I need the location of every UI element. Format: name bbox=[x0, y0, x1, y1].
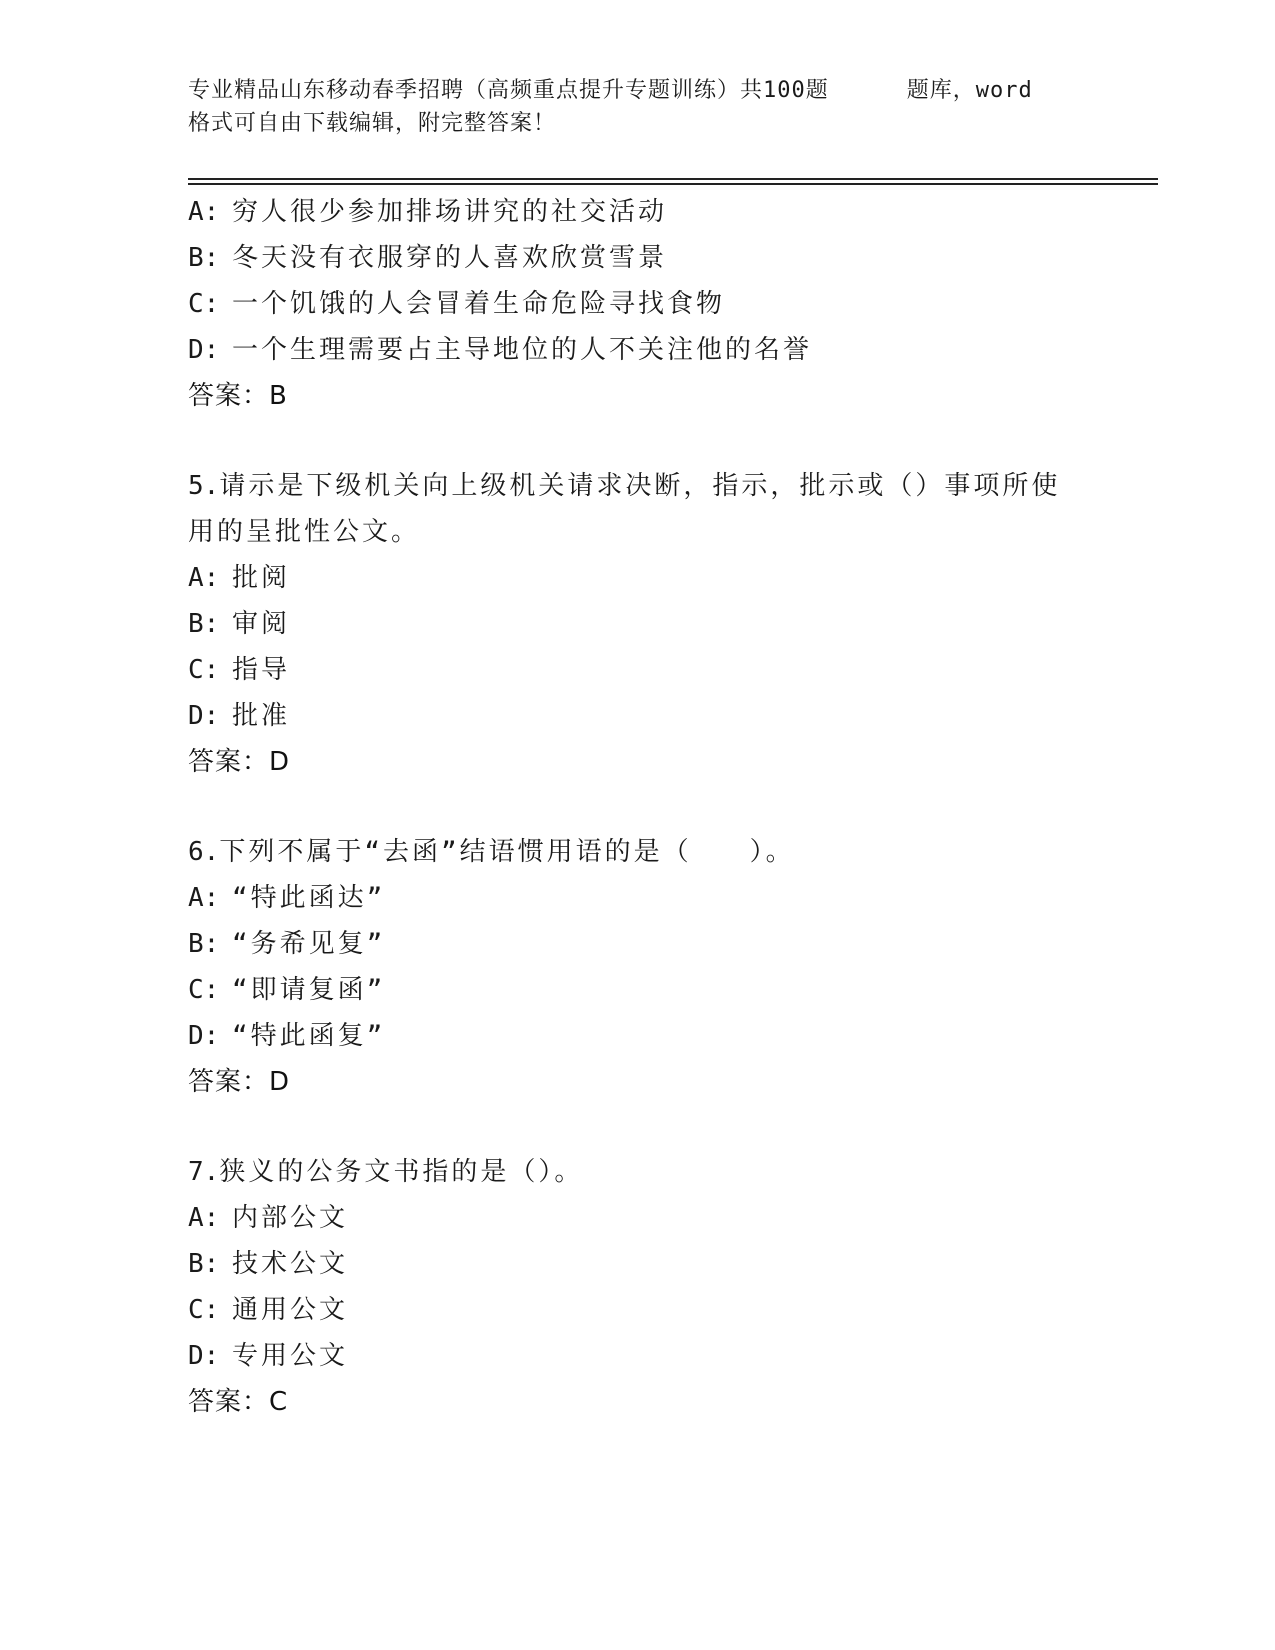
option-text: 穷人很少参加排场讲究的社交活动 bbox=[232, 197, 668, 227]
header-divider-bottom bbox=[188, 183, 1158, 185]
answer-line: 答案：D bbox=[188, 747, 291, 777]
question-number: 6. bbox=[188, 837, 220, 867]
option-a bbox=[188, 189, 1088, 235]
option-text: 冬天没有衣服穿的人喜欢欣赏雪景 bbox=[232, 243, 668, 273]
question-block-continued bbox=[188, 189, 1088, 419]
option-key: A: bbox=[188, 197, 220, 227]
question-number: 7. bbox=[188, 1157, 220, 1187]
question-block-7 bbox=[188, 1149, 1088, 1425]
option-text: 批准 bbox=[232, 701, 291, 731]
option-text: “特此函达” bbox=[232, 883, 386, 913]
option-b bbox=[188, 921, 1088, 967]
question-stem: 请示是下级机关向上级机关请求决断，指示，批示或（）事项所使用的呈批性公文。 bbox=[188, 471, 1061, 547]
option-key: B: bbox=[188, 243, 220, 273]
option-a bbox=[188, 875, 1088, 921]
option-b bbox=[188, 1241, 1088, 1287]
option-text: 专用公文 bbox=[232, 1341, 349, 1371]
option-d bbox=[188, 1333, 1088, 1379]
option-key: A: bbox=[188, 563, 220, 593]
answer-line: 答案：D bbox=[188, 1067, 291, 1097]
option-a bbox=[188, 1195, 1088, 1241]
question-number: 5. bbox=[188, 471, 220, 501]
option-key: D: bbox=[188, 335, 220, 365]
option-key: C: bbox=[188, 975, 220, 1005]
option-c bbox=[188, 967, 1088, 1013]
option-text: 一个生理需要占主导地位的人不关注他的名誉 bbox=[232, 335, 813, 365]
header-line-2: 格式可自由下载编辑，附完整答案！ bbox=[188, 111, 557, 136]
option-text: 审阅 bbox=[232, 609, 291, 639]
option-key: B: bbox=[188, 929, 220, 959]
option-text: 一个饥饿的人会冒着生命危险寻找食物 bbox=[232, 289, 726, 319]
answer-line: 答案：C bbox=[188, 1387, 289, 1417]
question-content bbox=[188, 189, 1088, 1425]
header-line-1 bbox=[188, 74, 1088, 107]
option-key: A: bbox=[188, 1203, 220, 1233]
option-d bbox=[188, 1013, 1088, 1059]
option-d bbox=[188, 327, 1088, 373]
header-gap bbox=[829, 74, 907, 107]
option-key: D: bbox=[188, 701, 220, 731]
option-a bbox=[188, 555, 1088, 601]
option-key: C: bbox=[188, 655, 220, 685]
option-c bbox=[188, 281, 1088, 327]
option-b bbox=[188, 601, 1088, 647]
option-c bbox=[188, 1287, 1088, 1333]
option-key: C: bbox=[188, 1295, 220, 1325]
question-block-6 bbox=[188, 829, 1088, 1105]
question-stem: 狭义的公务文书指的是（）。 bbox=[219, 1157, 584, 1187]
option-text: 通用公文 bbox=[232, 1295, 349, 1325]
question-text bbox=[188, 463, 1068, 555]
header-divider-top bbox=[188, 178, 1158, 180]
question-block-5 bbox=[188, 463, 1088, 785]
option-key: C: bbox=[188, 289, 220, 319]
option-text: 内部公文 bbox=[232, 1203, 349, 1233]
option-key: D: bbox=[188, 1341, 220, 1371]
option-text: “特此函复” bbox=[232, 1021, 386, 1051]
question-text bbox=[188, 1149, 1068, 1195]
option-text: 指导 bbox=[232, 655, 291, 685]
option-text: “即请复函” bbox=[232, 975, 386, 1005]
option-d bbox=[188, 693, 1088, 739]
option-b bbox=[188, 235, 1088, 281]
option-c bbox=[188, 647, 1088, 693]
option-key: A: bbox=[188, 883, 220, 913]
header-title-suffix: 题库，word bbox=[906, 78, 1033, 103]
document-header bbox=[188, 74, 1088, 140]
question-stem: 下列不属于“去函”结语惯用语的是（ ）。 bbox=[219, 837, 795, 867]
answer-line: 答案：B bbox=[188, 381, 288, 411]
option-text: 技术公文 bbox=[232, 1249, 349, 1279]
option-text: “务希见复” bbox=[232, 929, 386, 959]
option-key: D: bbox=[188, 1021, 220, 1051]
header-title: 专业精品山东移动春季招聘（高频重点提升专题训练）共100题 bbox=[188, 78, 829, 103]
option-text: 批阅 bbox=[232, 563, 291, 593]
option-key: B: bbox=[188, 1249, 220, 1279]
question-text bbox=[188, 829, 1068, 875]
option-key: B: bbox=[188, 609, 220, 639]
